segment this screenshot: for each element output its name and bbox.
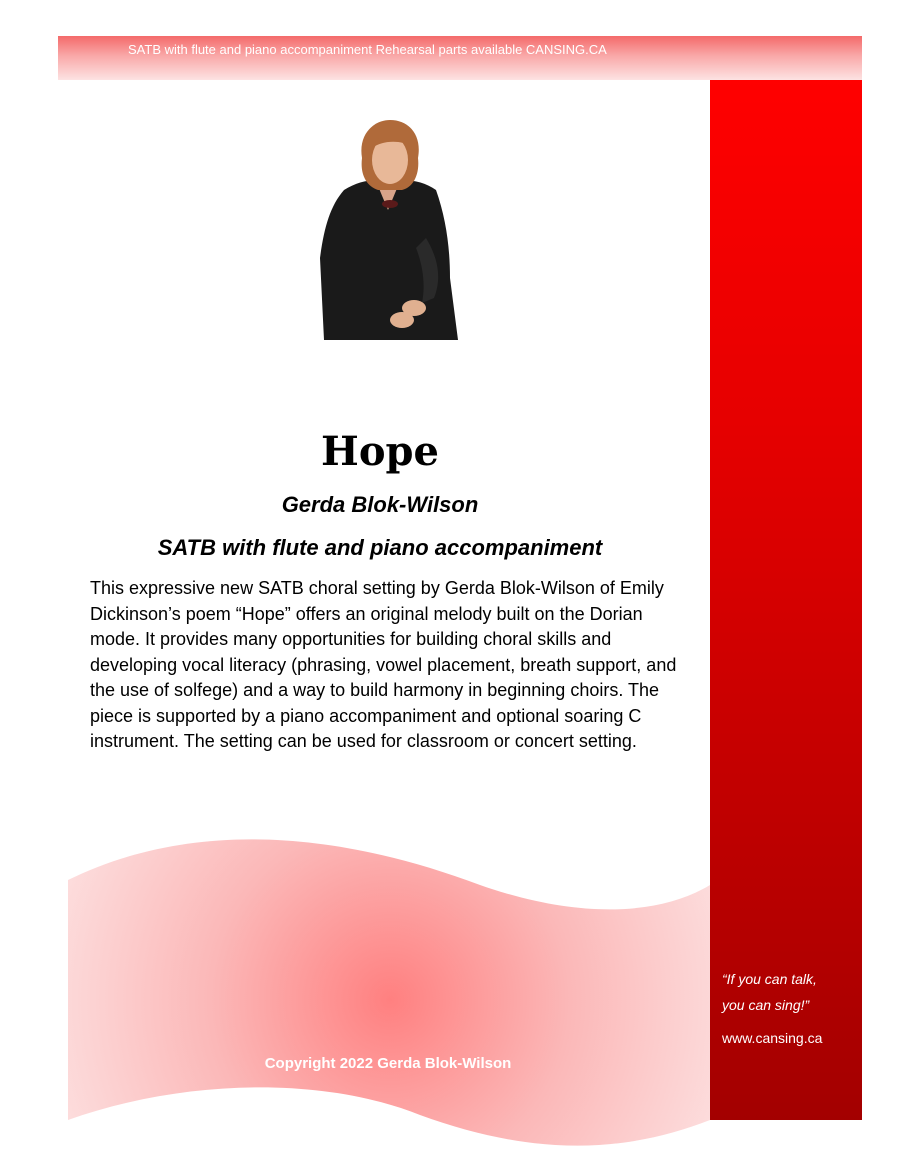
wave-decoration	[60, 835, 720, 1164]
website-link[interactable]: www.cansing.ca	[722, 1030, 823, 1046]
subtitle: SATB with flute and piano accompaniment	[157, 535, 603, 560]
copyright-notice: Copyright 2022 Gerda Blok-Wilson	[264, 1055, 512, 1072]
banner-text: SATB with flute and piano accompaniment Rehearsal parts available CANSING.CA	[128, 42, 607, 57]
quote-line-1: “If you can talk,	[722, 971, 817, 987]
quote-line-2: you can sing!”	[722, 997, 810, 1013]
author-name: Gerda Blok-Wilson	[281, 492, 479, 517]
description-paragraph: This expressive new SATB choral setting by Gerda Blok-Wilson of Emily Dickinson’s poem “Hope” offers an original melody built on the Dorian mode. It provides many opportunities for building choral skills and developing vocal literacy (phrasing, vowel placement, breath support, and the use of solfege) and a way to build harmony in beginning choirs. The piece is supported by a piano accompaniment and optional soaring C instrument. The setting can be used for classroom or concert setting.	[90, 578, 677, 751]
side-quote	[722, 966, 817, 1018]
side-bar	[710, 80, 862, 1120]
author-portrait	[318, 118, 458, 340]
document-title: Hope	[321, 428, 439, 475]
top-banner	[58, 36, 862, 80]
